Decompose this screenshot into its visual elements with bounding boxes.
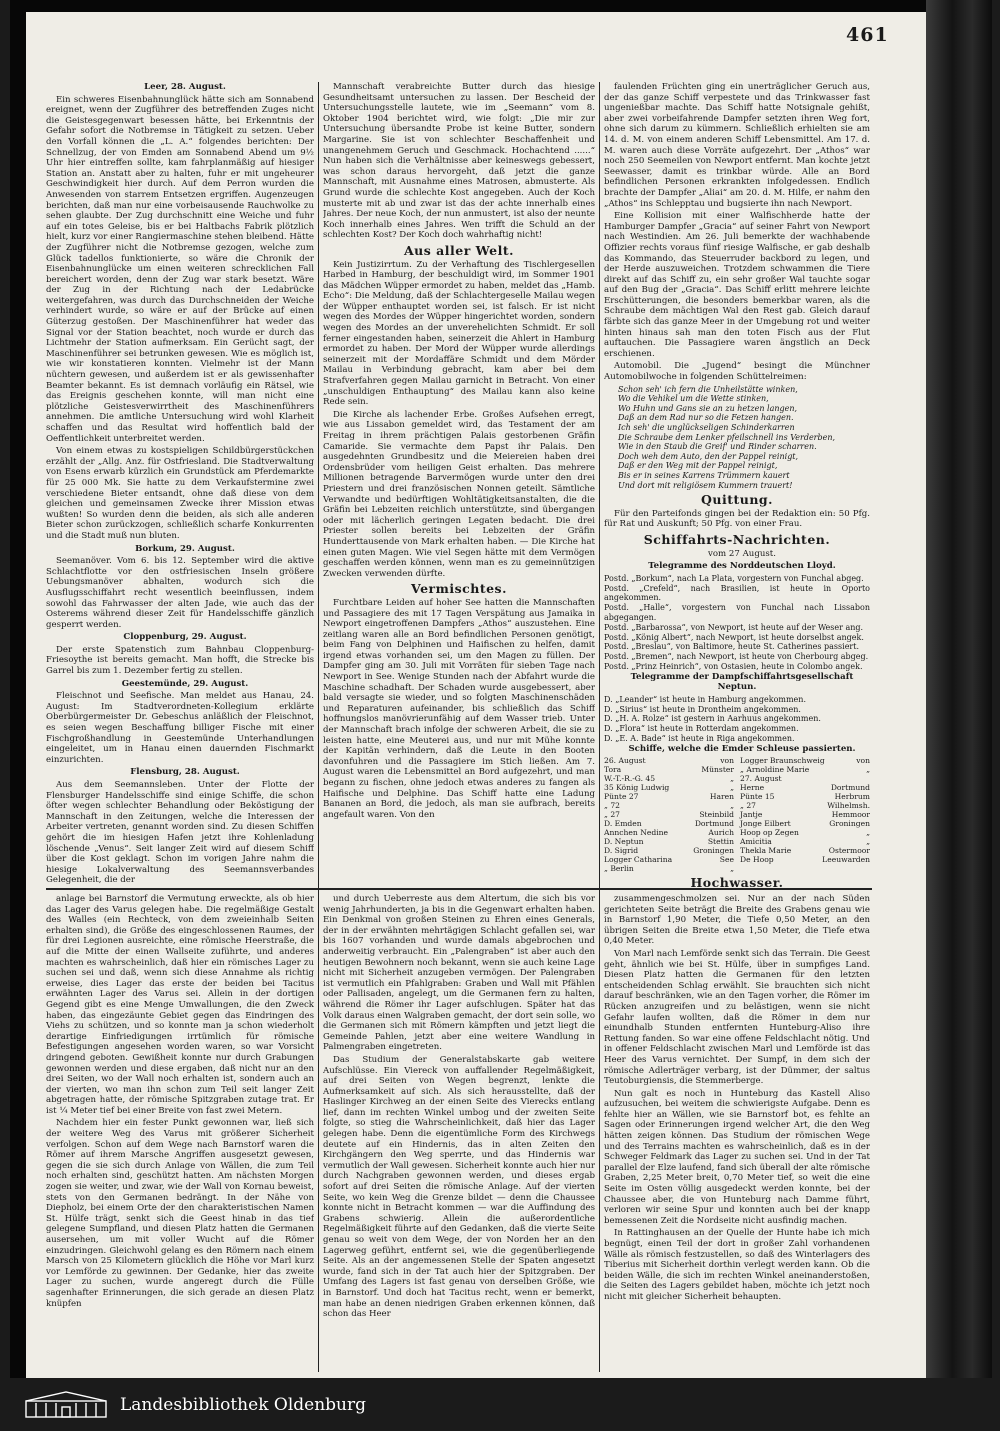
table-row — [604, 801, 734, 810]
ship-origin: Herbrum — [834, 792, 870, 802]
telegram-line: Postd. „Bremen“, nach Newport, ist heute von Cherbourg abgeg. — [604, 652, 869, 662]
dateline: Geestemünde, 29. August. — [121, 678, 249, 689]
ship-origin: Groningen — [829, 819, 870, 829]
table-row — [740, 792, 870, 801]
ship-name: Logger Catharina — [604, 855, 673, 865]
ship-name: „ 72 — [604, 801, 621, 811]
section-heading: Quittung. — [700, 492, 774, 508]
article-paragraph: Für den Parteifonds gingen bei der Redaktion ein: 50 Pfg. für Rat und Auskunft; 50 Pfg. von einer Frau. — [604, 508, 870, 530]
ship-origin: „ — [866, 828, 870, 838]
poem-line: Wie in den Staub die Greif' und Rinder scharren. — [618, 442, 817, 452]
ship-name: Pünte 15 — [740, 792, 775, 802]
ship-origin: Ostermoor — [828, 846, 870, 856]
ship-name: Hoop op Zegen — [740, 828, 799, 838]
page-number: 461 — [846, 24, 889, 46]
ship-name: 35 König Ludwig — [604, 783, 670, 793]
table-row — [740, 837, 870, 846]
poem-line: Daß er den Weg mit der Pappel reinigt, — [618, 461, 778, 471]
newspaper-page — [26, 12, 926, 1378]
telegram-list — [604, 574, 870, 672]
lower-column-3 — [604, 894, 870, 1370]
ship-name: Annchen Nedine — [604, 828, 669, 838]
article-paragraph: und durch Ueberreste aus dem Altertum, die sich bis vor wenig Jahrhunderten, ja bis in die Gegenwart erhalten haben. Ein Denkmal von großen Steinen zu Ehren eines Generals, der in der erwähnten mehrtägigen Schlacht gefallen sei, war bis 1607 vorhanden und wurde damals abgebrochen und anderweitig verbraucht. Ein „Palengraben“ ist aber auch den heutigen Bewohnern noch bekannt, wenn sie auch keine Lage nicht mit Sicherheit anzugeben vermögen. Der Palengraben ist vermutlich ein Pfahlgraben: Graben und Wall mit Pfählen oder Pallisaden, angelegt, um die Germanen fern zu halten, während die Römer ihr Lager aufschlugen. Später hat das Volk daraus einen Walgraben gemacht, der dort sein solle, wo die Germanen sich mit Römern kämpften und jetzt liegt die Gemeinde Pahlen, jetzt aber eine weitere Wandlung in Palmengraben eingetreten. — [323, 894, 595, 1053]
ship-name: „ Berlin — [604, 864, 634, 874]
table-row — [604, 828, 734, 837]
footer-bar — [0, 1378, 1000, 1431]
ship-origin: Stettin — [707, 837, 734, 847]
article-paragraph: vom 27 August. — [708, 548, 776, 559]
poem-line: Die Schraube dem Lenker pfeilschnell ins Verderben, — [618, 432, 836, 442]
table-row — [740, 774, 870, 783]
article-paragraph: Das Studium der Generalstabskarte gab weitere Aufschlüsse. Ein Viereck von auffallender Regelmäßigkeit, auf drei Seiten von Wegen begrenzt, lenkte die Aufmerksamkeit auf sich. Als sich herausstellte, daß der Haslinger Kirchweg an der einen Seite des Vierecks entlang lief, dann im rechten Winkel umbog und der zweiten Seite folgte, so stieg die Wahrscheinlichkeit, daß hier das Lager gelegen habe. Denn die eigentümliche Form des Kirchwegs deutete auf ein Hindernis, das in alten Zeiten den Kirchgängern den Weg sperrte, und das Hindernis war vermutlich der Wall gewesen. Sicherheit konnte auch hier nur durch Nachgraben gewonnen werden, und dieses ergab sofort auf drei Seiten die römische Anlage. Auf der vierten Seite, wo kein Weg die Grenze bildet — denn die Chaussee konnte nicht in Betracht kommen — war die Auffindung des Grabens schwierig. Allein die außerordentliche Regelmäßigkeit führte auf den Gedanken, daß die vierte Seite genau so weit von dem Wege, der von Norden her an den Lagerweg geführt, entfernt sei, wie die gegenüberliegende Seite. Als an der angemessenen Stelle der Spaten angesetzt wurde, fand sich in der Tat auch hier der Spitzgraben. Der Umfang des Lagers ist fast genau von derselben Größe, wie in Barnstorf. Und doch hat Tacitus recht, wenn er bemerkt, man habe an denen niedrigen Graben erkennen können, daß schon das Heer — [323, 1054, 595, 1320]
table-row — [604, 810, 734, 819]
ship-origin: „ — [730, 864, 734, 874]
poem-line: Bis er in seines Karrens Trümmern kauert — [618, 470, 790, 480]
article-paragraph: Furchtbare Leiden auf hoher See hatten die Mannschaften und Passagiere des mit 17 Tagen Verspätung aus Jamaika in Newport eingetroffenen Dampfers „Athos“ auszustehen. Eine zeitlang waren alle an Bord befindlichen Personen genötigt, beim Fang von Delphinen und Haifischen zu helfen, damit irgend etwas vorhanden sei, um den Magen zu füllen. Der Dampfer ging am 30. Juli mit Vorräten für sieben Tage nach Newport in See. Wenige Stunden nach der Abfahrt wurde die Maschine schadhaft. Der Schaden wurde ausgebessert, aber bald versagte sie wieder, und so folgten Maschinenschäden und Reparaturen aufeinander, bis schließlich das Schiff hoffnungslos manövrierunfähig auf dem Wasser trieb. Unter der Mannschaft brach infolge der schweren Arbeit, die sie zu leisten hatte, eine Meuterei aus, und nur mit Mühe konnte der Kapitän verhindern, daß die Leute in den Booten davonfuhren und die Passagiere im Stich ließen. Am 7. August waren die Lebensmittel an Bord aufgezehrt, und man begann zu fischen, ohne jedoch etwas anderes zu fangen als Haifische und Delphine. Das Schiff hatte eine Ladung Bananen an Bord, die jedoch, als man sie aufbrach, bereits angefault waren. Von den — [323, 597, 595, 820]
table-row — [604, 864, 734, 873]
ship-name: 26. August — [604, 756, 646, 766]
table-row — [604, 846, 734, 855]
telegram-line: D. „Flora“ ist heute in Rotterdam angekommen. — [604, 724, 799, 734]
ship-name: Amicitia — [740, 837, 772, 847]
ship-name: Herne — [740, 783, 765, 793]
poem-line: Daß an dem Rad nur so die Fetzen hangen. — [618, 413, 794, 423]
ship-name: D. Emden — [604, 819, 642, 829]
poem-line: Und dort mit religiösem Kummern trauert! — [618, 480, 793, 490]
book-spine — [926, 0, 992, 1378]
dateline: Cloppenburg, 29. August. — [123, 632, 247, 643]
ship-name: Jonge Eilbert — [740, 819, 791, 829]
table-row — [740, 756, 870, 765]
ship-origin: Münster — [701, 765, 734, 775]
poem-line: Doch weh dem Auto, den der Pappel reinigt, — [618, 451, 799, 461]
telegram-line: Postd. „Borkum“, nach La Plata, vorgestern von Funchal abgeg. — [604, 573, 864, 583]
ship-name: D. Sigrid — [604, 846, 639, 856]
library-name: Landesbibliothek Oldenburg — [120, 1394, 367, 1415]
article-paragraph: Von Marl nach Lemförde senkt sich das Terrain. Die Geest geht, ähnlich wie bei St. Hülfe, über in sumpfiges Land. Diesen Platz hatten die Germanen für den letzten entscheidenden Schlag erwählt. Sie brauchten sich nicht darauf beschränken, wie an den Tagen vorher, die Römer im Rücken anzugreifen und zu belästigen, wenn sie nicht Gefahr laufen wollten, daß die Römer in dem nur einundhalb Stunden entfernten Hunteburg-Aliso ihre Rettung fanden. So war eine offene Feldschlacht nötig. Und in offener Feldschlacht zwischen Marl und Lemförde ist das Heer des Varus vernichtet. Der Sumpf, in dem sich der römische Adlerträger verbarg, ist der Dümmer, der saltus Teutoburgiensis, die Stemmerberge. — [604, 948, 870, 1087]
table-row — [604, 756, 734, 765]
section-heading: Schiffahrts-Nachrichten. — [643, 531, 831, 547]
article-paragraph: Die Kirche als lachender Erbe. Großes Aufsehen erregt, wie aus Lissabon gemeldet wird, das Testament der am Freitag in ihrem prächtigen Palais gestorbenen Gräfin Camaride. Sie vermachte dem Papst ihr Palais. Den ausgedehnten Grundbesitz und die Meiereien haben drei Ordensbrüder vom heiligen Geist erhalten. Das mehrere Millionen betragende Barvermögen wurde unter den drei Priestern und drei französischen Nonnen geteilt. Sämtliche Verwandte und bedürftigen Wohltätigkeitsanstalten, die die Gräfin bei Lebzeiten reichlich unterstützte, sind übergangen oder mit lächerlich geringen Legaten bedacht. Die drei Priester sollen bereits bei Lebzeiten der Gräfin Hunderttausende von Mark erhalten haben. — Die Kirche hat einen guten Magen. Wie viel Segen hätte mit dem Vermögen geschaffen werden können, wenn man es zu gemeinnützigen Zwecken verwenden dürfte. — [323, 409, 595, 579]
telegram-line: D. „E. A. Bade“ ist heute in Riga angekommen. — [604, 734, 795, 744]
section-divider — [46, 888, 872, 890]
column-3 — [604, 82, 870, 887]
ship-origin: Dortmund — [830, 783, 870, 793]
table-row — [740, 783, 870, 792]
ship-name: W.-T.-R.-G. 45 — [604, 774, 656, 784]
ship-name: 27. August — [740, 774, 782, 784]
article-paragraph: anlage bei Barnstorf die Vermutung erweckte, als ob hier das Lager des Varus gelegen habe. Die regelmäßige Gestalt des Walles (ein Rechteck, von dem zweieinhalb Seiten erhalten sind), die Größe des eingeschlossenen Raumes, der für drei Legionen ausreichte, eine römische Heerstraße, die auf die Mitte der einen Wallseite zuführte, und anderes machten es wahrscheinlich, daß hier ein römisches Lager zu suchen sei und daß, wenn sich diese Annahme als richtig erweise, dies Lager das erste der beiden bei Tacitus erwähnten Lager des Varus sei. Allein in der dortigen Gegend gibt es eine Menge Umwallungen, die den Zweck haben, das eingezäunte Gebiet gegen das Eindringen des Viehs zu schützen, und so konnte man ja schon wiederholt derartige Einfriedigungen irrtümlich für römische Befestigungen angesehen worden waren, so war Vorsicht dringend geboten. Gewißheit konnte nur durch Grabungen gewonnen werden und diese ergaben, daß nicht nur an den drei Seiten, wo der Wall noch erhalten ist, sondern auch an der vierten, wo man ihn schon zum Teil seit langer Zeit abgetragen hatte, der römische Spitzgraben zutage trat. Er ist ¼ Meter tief bei einer Breite von fast zwei Metern. — [46, 894, 314, 1116]
ship-origin: Steinbild — [699, 810, 734, 820]
library-building-icon — [22, 1389, 110, 1421]
table-row — [604, 765, 734, 774]
ship-name: Logger Braunschweig — [740, 756, 825, 766]
telegram-line: Postd. „Barbarossa“, von Newport, ist heute auf der Weser ang. — [604, 622, 864, 632]
lower-column-1 — [46, 894, 314, 1370]
article-paragraph: Mannschaft verabreichte Butter durch das hiesige Gesundheitsamt untersuchen zu lassen. Der Bescheid der Untersuchungsstelle lautete, wie im „Seemann“ vom 8. Oktober 1904 berichtet wird, wie folgt: „Die mir zur Untersuchung übersandte Probe ist keine Butter, sondern Margarine. Sie ist von schlechter Beschaffenheit und unangenehmem Geruch und Geschmack. Hochachtend ......“ Nun haben sich die Verhältnisse aber keineswegs gebessert, was schon daraus hervorgeht, daß jetzt die ganze Mannschaft, mit Ausnahme eines Matrosen, abmusterte. Als Grund wurde die schlechte Kost angegeben. Auch der Koch musterte mit ab und zwar ist das der achte innerhalb eines Jahres. Der neue Koch, der nun anmustert, ist also der neunte Koch innerhalb eines Jahres. Wen trifft die Schuld an der schlechten Kost? Der Koch doch wahrhaftig nicht! — [323, 82, 595, 241]
table-row — [740, 765, 870, 774]
ship-name: D. Neptun — [604, 837, 644, 847]
ship-origin: „ — [730, 801, 734, 811]
ship-name: „ Arnoldine Marie — [740, 765, 810, 775]
lock-passage-table — [604, 756, 870, 873]
dateline: Telegramme der Dampfschiffahrtsgesellschaft Neptun. — [630, 671, 854, 693]
ship-name: Tora — [604, 765, 622, 775]
article-paragraph: Ein schweres Eisenbahnunglück hätte sich am Sonnabend ereignet, wenn der Zugführer des betreffenden Zuges nicht die Geistesgegenwart besessen hätte, bei Erkenntnis der Gefahr sofort die Notbremse in Tätigkeit zu setzen. Ueber den Vorfall können die „L. A.“ folgendes berichten: Der Schnellzug, der von Emden am Sonnabend Abend um 9½ Uhr hier eintreffen sollte, kam fahrplanmäßig auf hiesiger Station an. Anstatt aber zu halten, fuhr er mit ungeheurer Geschwindigkeit hier durch. Auf dem Perron wurden die Anwesenden von starrem Entsetzen ergriffen. Augenzeugen berichten, daß man nur eine vorbeisausende Rauchwolke zu sehen glaubte. Der Zug durchschnitt eine Weiche und fuhr auf ein totes Geleise, bis er bei Haltbachs Fabrik plötzlich hielt, kurz vor einer Rangiermaschine stehen bleibend. Hätte der Zugführer nicht die Notbremse gezogen, welche zum Glück tadellos funktionierte, so wäre die Chronik der Eisenbahnunglücke um einen weiteren schrecklichen Fall bereichert worden, denn der Zug war stark besetzt. Wäre der Zug in der Richtung nach der Ledabrücke weitergefahren, was durch das Durchschneiden der Weiche verhindert wurde, so wäre er auf der Brücke auf einen Güterzug gestoßen. Der Maschinenführer hat weder das Signal vor der Station beachtet, noch wurde er durch das Lichtmehr der Station aufmerksam. Ein Gerücht sagt, der Maschinenführer sei betrunken gewesen. Wie es möglich ist, wie wir konstatieren konnten. Vielmehr ist der Mann nüchtern gewesen, und außerdem ist er als gewissenhafter Beamter bekannt. Es ist demnach vorläufig ein Rätsel, wie das Ereignis geschehen konnte, will man nicht eine plötzliche Geistesverwirrtheit des Maschinenführers annehmen. Die amtliche Untersuchung wird wohl Klarheit schaffen und das Resultat wird hoffentlich bald der Oeffentlichkeit unterbreitet werden. — [46, 94, 314, 444]
dateline: Telegramme des Norddeutschen Lloyd. — [648, 561, 836, 572]
table-row — [740, 846, 870, 855]
telegram-list — [604, 695, 870, 744]
table-row — [604, 774, 734, 783]
telegram-line: Postd. „König Albert“, nach Newport, ist heute dorselbst angek. — [604, 632, 864, 642]
article-paragraph: Automobil. Die „Jugend“ besingt die Münchner Automobilwoche in folgenden Schüttelreimen: — [604, 361, 870, 383]
poem-line: Ich seh' die unglückseligen Schinderkarren — [618, 423, 795, 432]
table-row — [740, 855, 870, 864]
article-paragraph: In Rattinghausen an der Quelle der Hunte habe ich mich begnügt, einen Teil der dort in großer Zahl vorhandenen Wälle als römisch festzustellen, so daß des Winterlagers des Tiberius mit Sicherheit dorthin verlegt werden kann. Ob die beiden Wälle, die sich im rechten Winkel aneinanderstoßen, die Seiten des Lagers gebildet haben, möchte ich jetzt noch nicht mit gleicher Sicherheit behaupten. — [604, 1228, 870, 1302]
table-row — [604, 783, 734, 792]
telegram-line: Postd. „Crefeld“, nach Brasilien, ist heute in Oporto angekommen. — [604, 583, 870, 603]
ship-origin: „ — [730, 783, 734, 793]
ship-name: Pünte 27 — [604, 792, 639, 802]
table-row — [604, 855, 734, 864]
table-row — [740, 801, 870, 810]
article-paragraph: Von einem etwas zu kostspieligen Schildbürgerstückchen erzählt der „Allg. Anz. für Ostfriesland. Die Stadtverwaltung von Esens erwarb kürzlich ein Grundstück am Pferdemarkte für 25 000 Mk. Sie hatte zu dem Verkaufstermine zwei verschiedene Bieter entsandt, ohne daß diese von dem gleichen und gemeinsamen Zwecke ihrer Mission etwas wußten! So wurden denn die beiden, als sich alle anderen Bieter schon zurückzogen, schließlich scharfe Konkurrenten und die Stadt muß nun bluten. — [46, 446, 314, 541]
section-heading: Vermischtes. — [411, 581, 507, 597]
telegram-line: Postd. „Breslau“, von Baltimore, heute St. Catherines passiert. — [604, 642, 860, 652]
table-row — [604, 792, 734, 801]
table-row — [740, 810, 870, 819]
table-row — [604, 837, 734, 846]
section-heading: Aus aller Welt. — [403, 242, 514, 258]
article-paragraph: faulenden Früchten ging ein unerträglicher Geruch aus, der das ganze Schiff verpestete und das Trinkwasser fast ungenießbar machte. Das Schiff hatte Notsignale gehißt, aber zwei vorbeifahrende Dampfer setzten ihren Weg fort, ohne sich darum zu kümmern. Schließlich erhielten sie am 14. d. M. von einem anderen Schiff Lebensmittel. Am 17. d. M. waren auch diese Vorräte aufgezehrt. Der „Athos“ war noch 250 Seemeilen von Newport entfernt. Man kochte jetzt Seewasser, damit es trinkbar würde. Alle an Bord befindlichen Personen erkrankten infolgedessen. Endlich brachte der Dampfer „Aliai“ am 20. d. M. Hilfe, er nahm den „Athos“ ins Schlepptau und bugsierte ihn nach Newport. — [604, 82, 870, 209]
poem-line: Wo Huhn und Gans sie an zu hetzen langen, — [618, 403, 798, 413]
ship-origin: Hemmoor — [831, 810, 870, 820]
article-paragraph: zusammengeschmolzen sei. Nur an der nach Süden gerichteten Seite beträgt die Breite des Grabens genau wie in Barnstorf 1,90 Meter, die Tiefe 0,50 Meter, an den übrigen Seiten die Breite etwa 1,50 Meter, die Tiefe etwa 0,40 Meter. — [604, 894, 870, 947]
poem-line: Wo die Vehikel um die Wette stinken, — [618, 394, 769, 404]
ship-name: Thekla Marie — [740, 846, 792, 856]
column-rule — [318, 82, 319, 1372]
table-row — [740, 828, 870, 837]
table-row — [604, 819, 734, 828]
telegram-line: D. „Sirius“ ist heute in Drontheim angekommen. — [604, 704, 801, 714]
ship-origin: Groningen — [693, 846, 734, 856]
dateline: Flensburg, 28. August. — [130, 767, 240, 778]
article-paragraph: Aus dem Seemannsleben. Unter der Flotte der Flensburger Handelsschiffe sind einige Schiffe, die schon öfter wegen schlechter Behandlung oder Beköstigung der Mannschaft in den Zeitungen, welche die Interessen der Arbeiter vertreten, genannt worden sind. Zu diesen Schiffen gehört die im hiesigen Hafen jetzt ihre Kohlenladung löschende „Venus“. Seit langer Zeit wird auf diesem Schiff über die Kost geklagt. Schon im vorigen Jahre nahm die hiesige Lokalverwaltung des Seemannsverbandes Gelegenheit, die der — [46, 780, 314, 886]
ship-origin: Dortmund — [694, 819, 734, 829]
telegram-line: Postd. „Prinz Heinrich“, von Ostasien, heute in Colombo angek. — [604, 661, 863, 671]
ship-origin: „ — [730, 774, 734, 784]
table-row — [740, 864, 870, 873]
article-paragraph: Seemanöver. Vom 6. bis 12. September wird die aktive Schlachtflotte vor den ostfriesischen Inseln größere Uebungsmanöver abhalten, wodurch sich die Ausflugsschiffahrt recht wesentlich beeinflussen, indem sowohl das Fahrwasser der alten Jade, wie auch das der Osterems während dieser Zeit für Handelsschiffe gänzlich gesperrt werden. — [46, 556, 314, 630]
article-paragraph: Nachdem hier ein fester Punkt gewonnen war, ließ sich der weitere Weg des Varus mit größerer Sicherheit verfolgen. Schon auf dem Wege nach Barnstorf waren die Römer auf ihrem Marsche Angriffen ausgesetzt gewesen, gegen die sie sich durch Anlage von Wällen, die zum Teil noch erhalten sind, geschützt hatten. Am nächsten Morgen zogen sie weiter, und zwar, wie der Wall von Kornau beweist, stets von den Germanen bedrängt. In der Nähe von Diepholz, bei einem Orte der den charakteristischen Namen St. Hülfe trägt, senkt sich die Geest hinab in das tief gelegene Sumpfland, und diesen Platz hatten die Germanen ausersehen, um mit voller Wucht auf die Römer einzudringen. Gleichwohl gelang es den Römern nach einem Marsch von 25 Kilometern glücklich die Höhe vor Marl kurz vor Lemförde zu gewinnen. Der Gedanke, hier das zweite Lager zu suchen, wurde angeregt durch die Fülle sagenhafter Erinnerungen, die sich gerade an diesen Platz knüpfen — [46, 1118, 314, 1309]
poem-line: Schon seh' ich fern die Unheilstätte winken, — [618, 384, 798, 394]
column-rule — [599, 82, 600, 1372]
poem — [604, 385, 870, 491]
ship-origin: von — [720, 756, 734, 766]
dateline: Leer, 28. August. — [144, 82, 226, 92]
telegram-line: D. „Leander“ ist heute in Hamburg angekommen. — [604, 694, 806, 704]
lower-column-2 — [323, 894, 595, 1370]
ship-origin: Aurich — [708, 828, 734, 838]
dateline: Schiffe, welche die Emder Schleuse passierten. — [628, 743, 856, 754]
ship-origin: Wilhelmsh. — [827, 801, 870, 811]
telegram-line: Postd. „Halle“, vorgestern von Funchal nach Lissabon abgegangen. — [604, 603, 870, 622]
column-2 — [323, 82, 595, 887]
article-paragraph: Der erste Spatenstich zum Bahnbau Cloppenburg-Friesoythe ist bereits gemacht. Man hofft, die Strecke bis Garrel bis zum 1. Dezember fertig zu stellen. — [46, 644, 314, 677]
ship-name: „ 27 — [604, 810, 621, 820]
section-heading: Hochwasser. — [690, 875, 784, 887]
ship-name: De Hoop — [740, 855, 774, 865]
column-1 — [46, 82, 314, 887]
article-paragraph: Eine Kollision mit einer Walfischherde hatte der Hamburger Dampfer „Gracia“ auf seiner Fahrt von Newport nach Westindien. Am 26. Juli bemerkte der wachhabende Offizier rechts voraus fünf riesige Walfische, er gab deshalb das Kommando, das Steuerruder backbord zu legen, und der Herde auszuweichen. Trotzdem schwammen die Tiere direkt auf das Schiff zu, ein sehr großer Wal tauchte sogar auf den Bug der „Gracia“. Das Schiff erlitt mehrere leichte Erschütterungen, die besonders bemerkbar waren, als die Schraube dem mächtigen Wal den Rest gab. Gleich darauf färbte sich das ganze Meer in der Umgebung rot und weiter hinten hinaus sah man den toten Fisch aus der Flut auftauchen. Die Passagiere waren ängstlich an Deck erschienen. — [604, 211, 870, 359]
article-paragraph: Fleischnot und Seefische. Man meldet aus Hanau, 24. August: Im Stadtverordneten-Kollegium erklärte Oberbürgermeister Dr. Gebeschus anläßlich der Fleischnot, es seien wegen Beschaffung billiger Fische mit einer Fischgroßhandlung in Geestemünde Unterhandlungen eingeleitet, um in Hanau einen dauernden Fischmarkt einzurichten. — [46, 691, 314, 765]
article-paragraph: Kein Justizirrtum. Zu der Verhaftung des Tischlergesellen Harbed in Hamburg, der beschuldigt wird, im Sommer 1901 das Mädchen Wüpper ermordet zu haben, meldet das „Hamb. Echo“: Die Meldung, daß der Schlachtergeselle Mailau wegen der Wüpper enthauptet worden sei, ist falsch. Er ist nicht wegen des Mordes der Wüpper hingerichtet worden, sondern wegen des Mordes an der unverehelichten Schmidt. Er soll ferner eingestanden haben, seinerzeit die Ahlert in Hamburg ermordet zu haben. Der Mord der Wüpper wurde allerdings seinerzeit mit der Mordaffäre Schmidt und dem Mörder Mailau in Verbindung gebracht, kam aber bei dem Strafverfahren gegen Mailau garnicht in Betracht. Von einer „unschuldigen Enthauptung“ des Mailau kann also keine Rede sein. — [323, 259, 595, 408]
ship-origin: Haren — [709, 792, 734, 802]
ship-name: „ 27 — [740, 801, 757, 811]
telegram-line: D. „H. A. Rolze“ ist gestern in Aarhuus angekommen. — [604, 714, 821, 724]
ship-name: Jantje — [740, 810, 763, 820]
ship-origin: „ — [866, 765, 870, 775]
table-row — [740, 819, 870, 828]
article-paragraph: Nun galt es noch in Hunteburg das Kastell Aliso aufzusuchen, bei weitem die schwierigste Aufgabe. Denn es fehlte hier an Wällen, wie sie Barnstorf bot, es fehlte an Sagen oder Erinnerungen irgend welcher Art, die den Weg hätten zeigen können. Das Studium der römischen Wege und des Terrains machten es wahrscheinlich, daß es in der Schweger Feldmark das Lager zu suchen sei. Und in der Tat parallel der Elze laufend, fand sich überall der alte römische Graben, 2,25 Meter breit, 0,70 Meter tief, so weit die eine Seite im Osten völlig ausgedeckt werden konnte, bei der Chaussee aber, die von Hunteburg nach Damme führt, verloren wir seine Spur und konnten auch bei der knapp bemessenen Zeit die Nordseite nicht ausfindig machen. — [604, 1088, 870, 1226]
ship-origin: Leeuwarden — [822, 855, 870, 865]
ship-origin: „ — [866, 837, 870, 847]
ship-origin: von — [856, 756, 870, 766]
ship-origin: See — [719, 855, 734, 865]
dateline: Borkum, 29. August. — [135, 543, 235, 554]
